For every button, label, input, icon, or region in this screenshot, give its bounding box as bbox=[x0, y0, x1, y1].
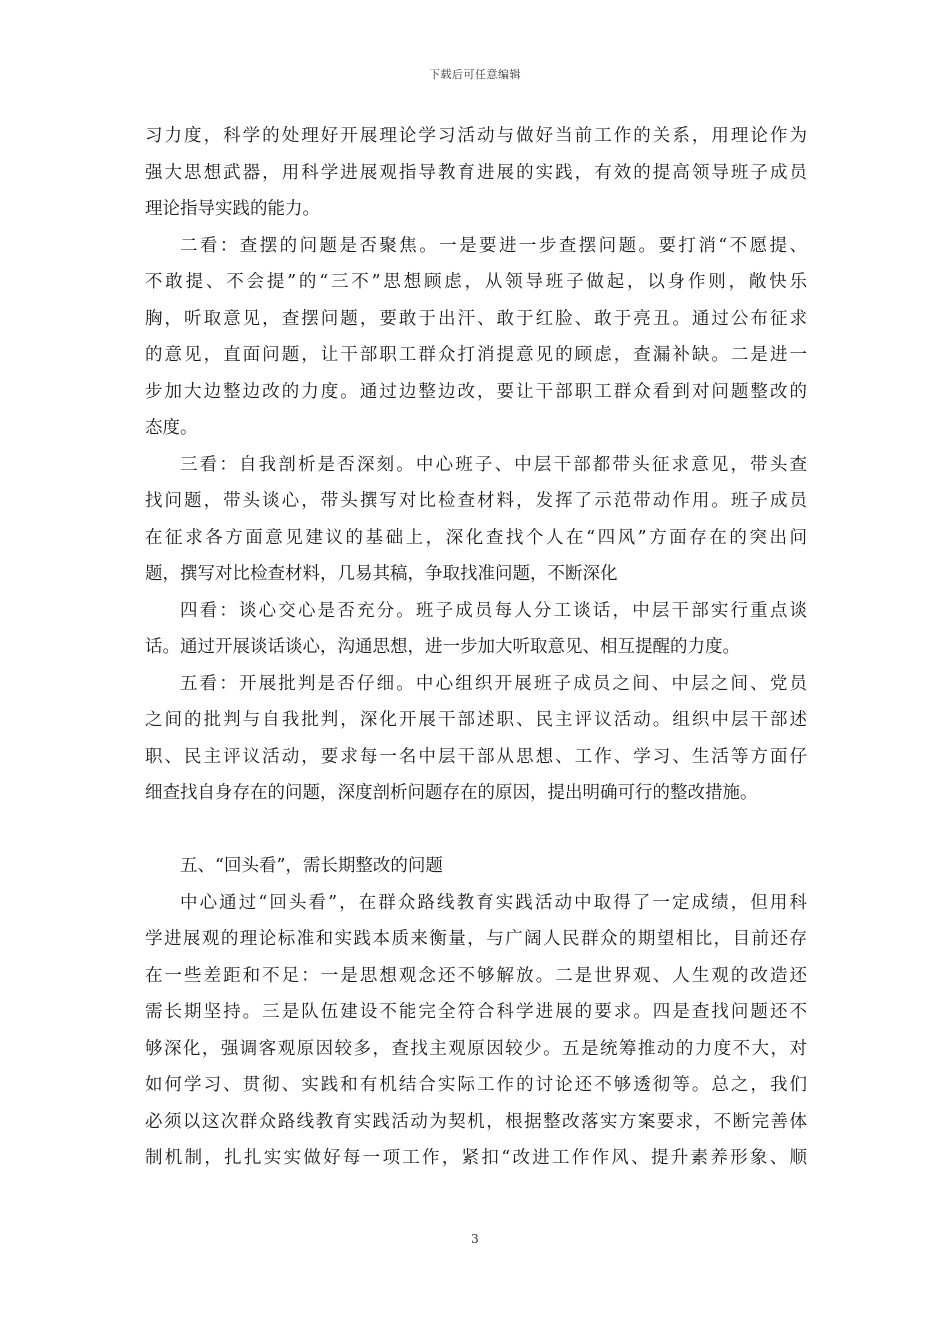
text-line: 如何学习、贯彻、实践和有机结合实际工作的讨论还不够透彻等。总之，我们 bbox=[145, 1075, 807, 1095]
paragraph bbox=[145, 228, 807, 447]
text-line: 需长期坚持。三是队伍建设不能完全符合科学进展的要求。四是查找问题还不 bbox=[145, 1002, 807, 1022]
paragraph bbox=[145, 848, 807, 885]
text-line: 理论指导实践的能力。 bbox=[145, 199, 320, 219]
text-line: 步加大边整边改的力度。通过边整边改，要让干部职工群众看到对问题整改的 bbox=[145, 381, 807, 402]
text-line: 的意见，直面问题，让干部职工群众打消提意见的顾虑，查漏补缺。二是进一 bbox=[145, 345, 807, 365]
text-line: 五、“回头看”，需长期整改的问题 bbox=[180, 856, 443, 876]
text-line: 学进展观的理论标准和实践本质来衡量，与广阔人民群众的期望相比，目前还存 bbox=[145, 929, 807, 949]
text-line: 三看：自我剖析是否深刻。中心班子、中层干部都带头征求意见，带头查 bbox=[180, 454, 807, 475]
text-line: 强大思想武器，用科学进展观指导教育进展的实践，有效的提高领导班子成员 bbox=[145, 162, 807, 183]
page-number: 3 bbox=[471, 1232, 479, 1246]
page-header: 下载后可任意编辑 bbox=[429, 68, 521, 81]
paragraph bbox=[145, 666, 807, 812]
text-line: 找问题，带头谈心，带头撰写对比检查材料，发挥了示范带动作用。班子成员 bbox=[145, 491, 807, 511]
text-line: 细查找自身存在的问题，深度剖析问题存在的原因，提出明确可行的整改措施。 bbox=[145, 783, 758, 803]
text-line: 之间的批判与自我批判，深化开展干部述职、民主评议活动。组织中层干部述 bbox=[145, 710, 807, 730]
paragraph-spacer bbox=[145, 812, 807, 849]
text-line: 胸，听取意见，查摆问题，要敢于出汗、敢于红脸、敢于亮丑。通过公布征求 bbox=[145, 308, 807, 329]
paragraph bbox=[145, 593, 807, 666]
text-line: 必须以这次群众路线教育实践活动为契机，根据整改落实方案要求，不断完善体 bbox=[145, 1111, 807, 1132]
text-line: 五看：开展批判是否仔细。中心组织开展班子成员之间、中层之间、党员 bbox=[180, 673, 807, 694]
text-line: 题，撰写对比检查材料，几易其稿，争取找准问题，不断深化 bbox=[145, 564, 618, 584]
paragraph bbox=[145, 118, 807, 228]
text-line: 二看：查摆的问题是否聚焦。一是要进一步查摆问题。要打消“不愿提、 bbox=[180, 235, 807, 256]
text-line: 够深化，强调客观原因较多，查找主观原因较少。五是统筹推动的力度不大，对 bbox=[145, 1038, 807, 1059]
text-line: 在征求各方面意见建议的基础上，深化查找个人在“四风”方面存在的突出问 bbox=[145, 527, 807, 548]
text-line: 态度。 bbox=[145, 418, 198, 438]
text-line: 制机制，扎扎实实做好每一项工作，紧扣“改进工作作风、提升素养形象、顺 bbox=[145, 1148, 807, 1168]
text-line: 中心通过“回头看”，在群众路线教育实践活动中取得了一定成绩，但用科 bbox=[180, 892, 807, 913]
document-body bbox=[145, 118, 807, 1177]
text-line: 在一些差距和不足：一是思想观念还不够解放。二是世界观、人生观的改造还 bbox=[145, 965, 807, 986]
paragraph bbox=[145, 447, 807, 593]
paragraph bbox=[145, 885, 807, 1177]
text-line: 四看：谈心交心是否充分。班子成员每人分工谈话，中层干部实行重点谈 bbox=[180, 600, 807, 621]
text-line: 职、民主评议活动，要求每一名中层干部从思想、工作、学习、生活等方面仔 bbox=[145, 746, 807, 767]
text-line: 习力度，科学的处理好开展理论学习活动与做好当前工作的关系，用理论作为 bbox=[145, 126, 807, 146]
text-line: 不敢提、不会提”的“三不”思想顾虑，从领导班子做起，以身作则，敞快乐 bbox=[145, 272, 807, 292]
text-line: 话。通过开展谈话谈心，沟通思想，进一步加大听取意见、相互提醒的力度。 bbox=[145, 637, 740, 657]
